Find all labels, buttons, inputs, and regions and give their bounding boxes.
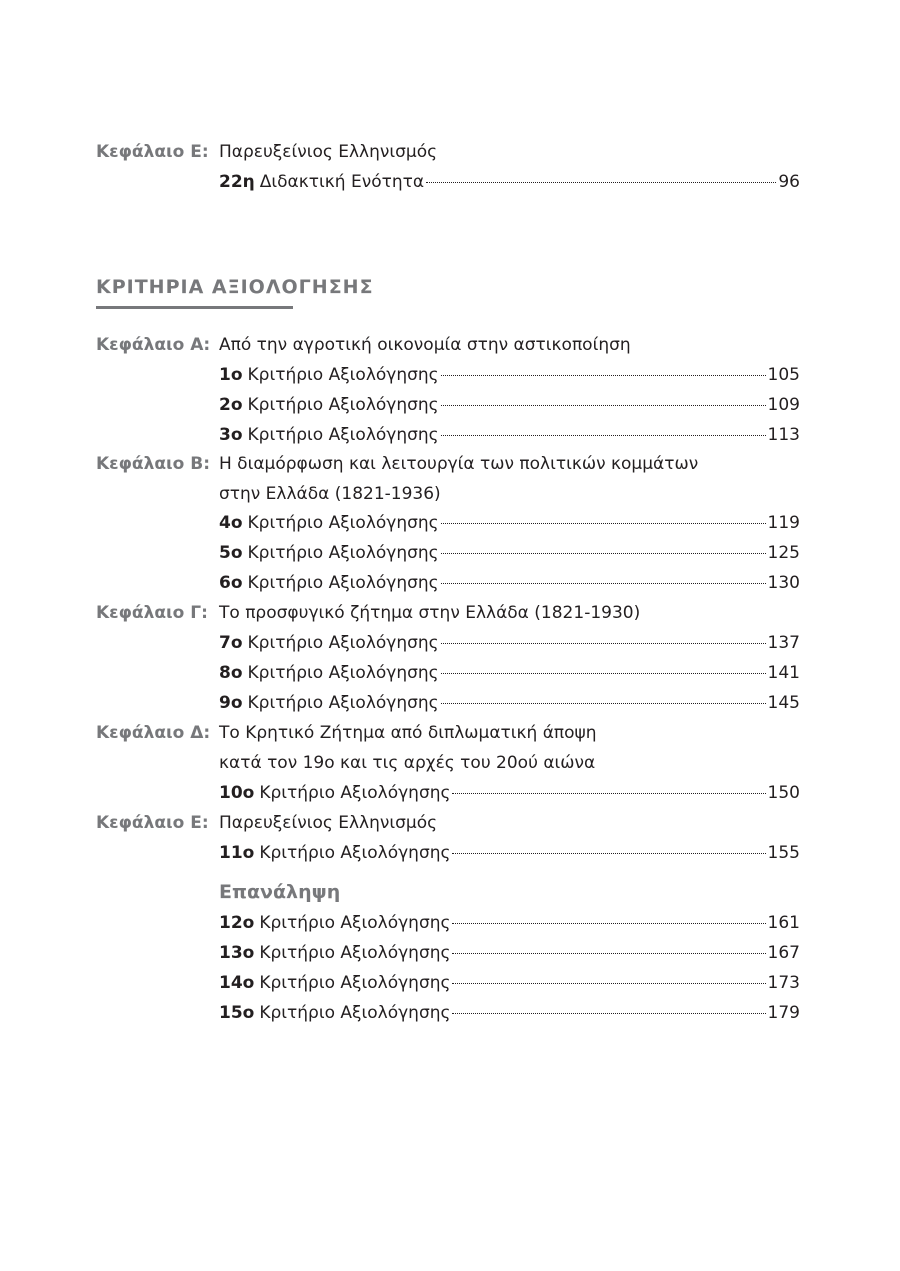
dot-leader <box>452 983 765 984</box>
chapter-label: Κεφάλαιο Ε: <box>96 813 209 833</box>
toc-entry[interactable] <box>219 938 800 968</box>
dot-leader <box>441 703 766 704</box>
entry-text: Κριτήριο Αξιολόγησης <box>259 913 451 933</box>
toc-entry[interactable] <box>219 778 800 808</box>
dot-leader <box>441 435 766 436</box>
entry-page: 155 <box>767 843 800 863</box>
dot-leader <box>452 923 765 924</box>
entry-number: 3ο <box>219 425 243 445</box>
dot-leader <box>452 1013 765 1014</box>
dot-leader <box>452 953 765 954</box>
section-heading: ΚΡΙΤΗΡΙΑ ΑΞΙΟΛΟΓΗΣΗΣ <box>96 276 374 298</box>
toc-entry[interactable] <box>219 508 800 538</box>
entry-text: Κριτήριο Αξιολόγησης <box>247 663 439 683</box>
chapter-label: Κεφάλαιο Γ: <box>96 603 208 623</box>
chapter-row <box>0 449 900 479</box>
entry-page: 96 <box>778 172 800 192</box>
entry-number: 1ο <box>219 365 243 385</box>
chapter-label: Κεφάλαιο Α: <box>96 335 211 355</box>
entry-page: 161 <box>767 913 800 933</box>
entry-page: 150 <box>767 783 800 803</box>
entry-text: Κριτήριο Αξιολόγησης <box>259 1003 451 1023</box>
entry-number: 22η <box>219 172 255 192</box>
entry-page: 145 <box>767 693 800 713</box>
dot-leader <box>452 853 765 854</box>
entry-number: 8ο <box>219 663 243 683</box>
dot-leader <box>426 182 776 183</box>
chapter-row <box>0 808 900 838</box>
entry-text: Διδακτική Ενότητα <box>259 172 425 192</box>
toc-entry[interactable] <box>219 688 800 718</box>
entry-number: 12ο <box>219 913 255 933</box>
entry-page: 141 <box>767 663 800 683</box>
entry-text: Κριτήριο Αξιολόγησης <box>247 425 439 445</box>
dot-leader <box>441 523 766 524</box>
entry-number: 14ο <box>219 973 255 993</box>
review-heading: Επανάληψη <box>219 881 341 903</box>
entry-text: Κριτήριο Αξιολόγησης <box>247 573 439 593</box>
dot-leader <box>441 405 766 406</box>
entry-number: 10ο <box>219 783 255 803</box>
entry-number: 13ο <box>219 943 255 963</box>
dot-leader <box>441 375 766 376</box>
entry-number: 4ο <box>219 513 243 533</box>
entry-page: 137 <box>767 633 800 653</box>
chapter-title-cont: κατά τον 19ο και τις αρχές του 20ού αιώνα <box>219 753 596 773</box>
toc-entry[interactable] <box>219 568 800 598</box>
entry-text: Κριτήριο Αξιολόγησης <box>259 843 451 863</box>
section-underline <box>96 306 293 309</box>
chapter-title-continuation <box>0 748 900 778</box>
entry-page: 119 <box>767 513 800 533</box>
dot-leader <box>452 793 765 794</box>
chapter-title-cont: στην Ελλάδα (1821-1936) <box>219 484 441 504</box>
entry-page: 113 <box>767 425 800 445</box>
chapter-row <box>0 598 900 628</box>
chapter-label: Κεφάλαιο Ε: <box>96 142 209 162</box>
toc-entry[interactable] <box>219 968 800 998</box>
dot-leader <box>441 673 766 674</box>
chapter-title: Το προσφυγικό ζήτημα στην Ελλάδα (1821-1930) <box>219 603 641 623</box>
chapter-title: Παρευξείνιος Ελληνισμός <box>219 142 438 162</box>
entry-text: Κριτήριο Αξιολόγησης <box>247 543 439 563</box>
chapter-label: Κεφάλαιο Δ: <box>96 723 211 743</box>
chapter-title: Το Κρητικό Ζήτημα από διπλωματική άποψη <box>219 723 597 743</box>
dot-leader <box>441 553 766 554</box>
dot-leader <box>441 643 766 644</box>
entry-page: 125 <box>767 543 800 563</box>
toc-entry[interactable] <box>219 838 800 868</box>
toc-entry[interactable] <box>219 167 800 197</box>
entry-number: 7ο <box>219 633 243 653</box>
entry-page: 179 <box>767 1003 800 1023</box>
entry-text: Κριτήριο Αξιολόγησης <box>259 783 451 803</box>
toc-entry[interactable] <box>219 908 800 938</box>
chapter-title: Η διαμόρφωση και λειτουργία των πολιτικών κομμάτων <box>219 454 699 474</box>
toc-entry[interactable] <box>219 628 800 658</box>
chapter-title: Παρευξείνιος Ελληνισμός <box>219 813 438 833</box>
entry-page: 130 <box>767 573 800 593</box>
entry-number: 5ο <box>219 543 243 563</box>
entry-number: 2ο <box>219 395 243 415</box>
entry-page: 105 <box>767 365 800 385</box>
entry-number: 15ο <box>219 1003 255 1023</box>
entry-page: 109 <box>767 395 800 415</box>
chapter-title-continuation <box>0 479 900 509</box>
entry-number: 11ο <box>219 843 255 863</box>
chapter-label: Κεφάλαιο Β: <box>96 454 211 474</box>
dot-leader <box>441 583 766 584</box>
entry-number: 9ο <box>219 693 243 713</box>
entry-text: Κριτήριο Αξιολόγησης <box>259 973 451 993</box>
toc-entry[interactable] <box>219 538 800 568</box>
toc-entry[interactable] <box>219 390 800 420</box>
chapter-title: Από την αγροτική οικονομία στην αστικοποίηση <box>219 335 631 355</box>
toc-entry[interactable] <box>219 420 800 450</box>
chapter-row <box>0 718 900 748</box>
entry-text: Κριτήριο Αξιολόγησης <box>247 693 439 713</box>
entry-text: Κριτήριο Αξιολόγησης <box>259 943 451 963</box>
toc-entry[interactable] <box>219 360 800 390</box>
entry-page: 173 <box>767 973 800 993</box>
chapter-row <box>0 137 900 167</box>
entry-number: 6ο <box>219 573 243 593</box>
entry-page: 167 <box>767 943 800 963</box>
toc-entry[interactable] <box>219 998 800 1028</box>
entry-text: Κριτήριο Αξιολόγησης <box>247 513 439 533</box>
entry-text: Κριτήριο Αξιολόγησης <box>247 633 439 653</box>
chapter-row <box>0 330 900 360</box>
entry-text: Κριτήριο Αξιολόγησης <box>247 395 439 415</box>
entry-text: Κριτήριο Αξιολόγησης <box>247 365 439 385</box>
toc-entry[interactable] <box>219 658 800 688</box>
